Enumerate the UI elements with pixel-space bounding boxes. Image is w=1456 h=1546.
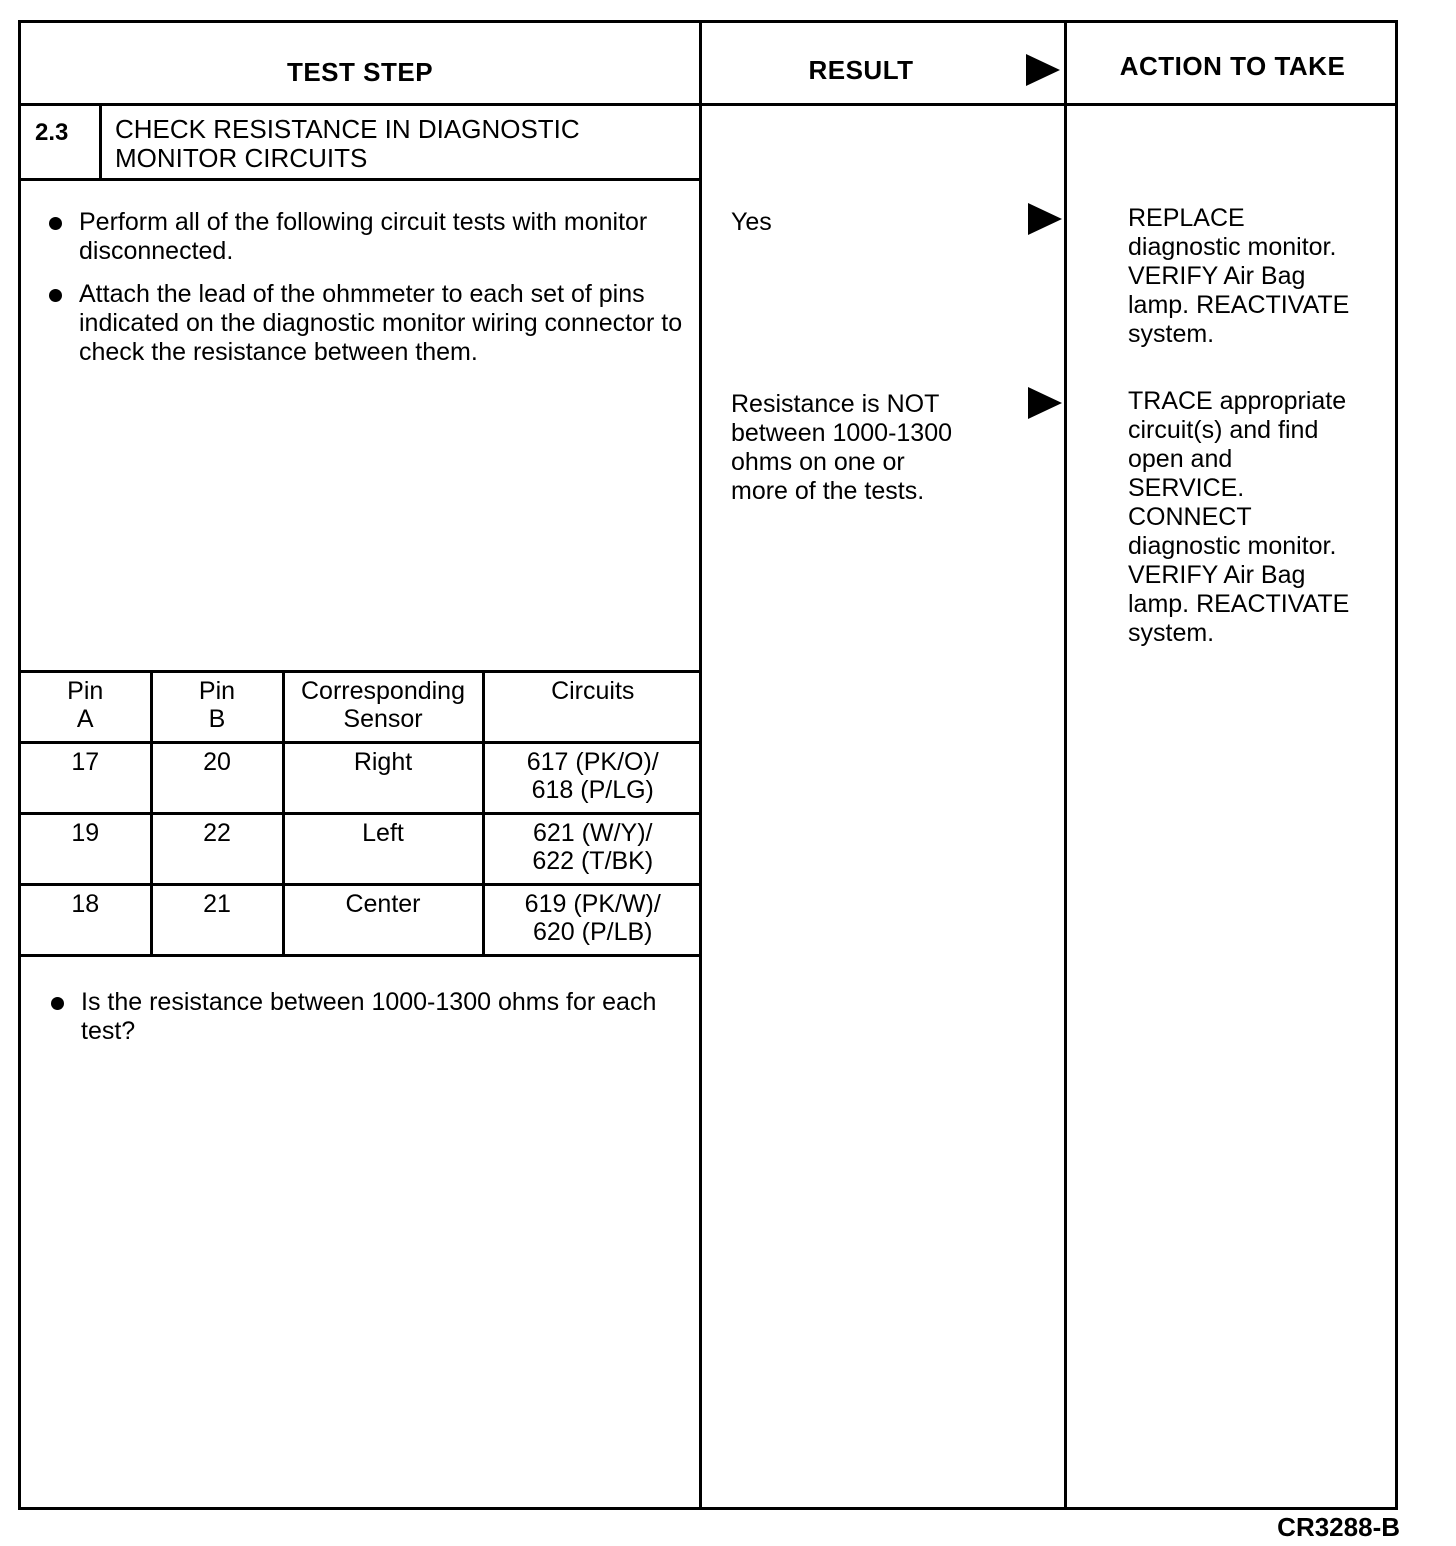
pin-a-header: Pin A — [21, 672, 151, 743]
pin-table — [21, 670, 701, 957]
header-result: RESULT — [808, 55, 914, 85]
sensor-header: Corresponding Sensor — [283, 672, 483, 743]
step-title-divider — [21, 178, 699, 181]
table-row — [21, 885, 701, 956]
pin-b-header: Pin B — [151, 672, 283, 743]
step-number: 2.3 — [35, 119, 69, 146]
circuits-cell: 617 (PK/O)/ 618 (P/LG) — [483, 743, 701, 814]
sensor-cell: Left — [283, 814, 483, 885]
instruction-bullet: Attach the lead of the ohmmeter to each set of pins indicated on the diagnostic monitor wiring connector to check the resistance between them. — [41, 280, 701, 367]
pin-a-cell: 17 — [21, 743, 151, 814]
pin-b-cell: 22 — [151, 814, 283, 885]
pin-table-header-row — [21, 672, 701, 743]
header-divider — [21, 103, 1398, 106]
sensor-cell: Center — [283, 885, 483, 956]
column-divider-action — [1064, 23, 1067, 1507]
result-yes: Yes — [731, 208, 772, 236]
pin-b-cell: 20 — [151, 743, 283, 814]
header-test-step: TEST STEP — [286, 57, 434, 87]
circuits-cell: 621 (W/Y)/ 622 (T/BK) — [483, 814, 701, 885]
step-title: CHECK RESISTANCE IN DIAGNOSTIC MONITOR CIRCUITS — [115, 114, 580, 173]
diagnostic-table-frame — [18, 20, 1398, 1510]
circuits-cell: 619 (PK/W)/ 620 (P/LB) — [483, 885, 701, 956]
result-arrow-icon — [1028, 387, 1062, 419]
table-row — [21, 743, 701, 814]
pin-a-cell: 18 — [21, 885, 151, 956]
header-arrow-icon — [1026, 54, 1060, 86]
table-row — [21, 814, 701, 885]
action-replace: REPLACE diagnostic monitor. VERIFY Air Bag lamp. REACTIVATE system. — [1128, 204, 1350, 348]
result-arrow-icon — [1028, 203, 1062, 235]
step-number-divider — [99, 106, 102, 178]
sensor-cell: Right — [283, 743, 483, 814]
instruction-bullet: Perform all of the following circuit tests with monitor disconnected. — [41, 208, 701, 266]
figure-code: CR3288-B — [1277, 1512, 1400, 1542]
action-trace: TRACE appropriate circuit(s) and find open and SERVICE. CONNECT diagnostic monitor. VERIFY Air Bag lamp. REACTIVATE system. — [1128, 387, 1350, 647]
header-action-to-take: ACTION TO TAKE — [1119, 51, 1346, 81]
step-question-block — [43, 988, 683, 1060]
question-bullet: Is the resistance between 1000-1300 ohms for each test? — [43, 988, 683, 1046]
circuits-header: Circuits — [483, 672, 701, 743]
pin-a-cell: 19 — [21, 814, 151, 885]
result-no: Resistance is NOT between 1000-1300 ohms on one or more of the tests. — [731, 390, 953, 505]
pin-b-cell: 21 — [151, 885, 283, 956]
step-instructions — [41, 208, 701, 381]
